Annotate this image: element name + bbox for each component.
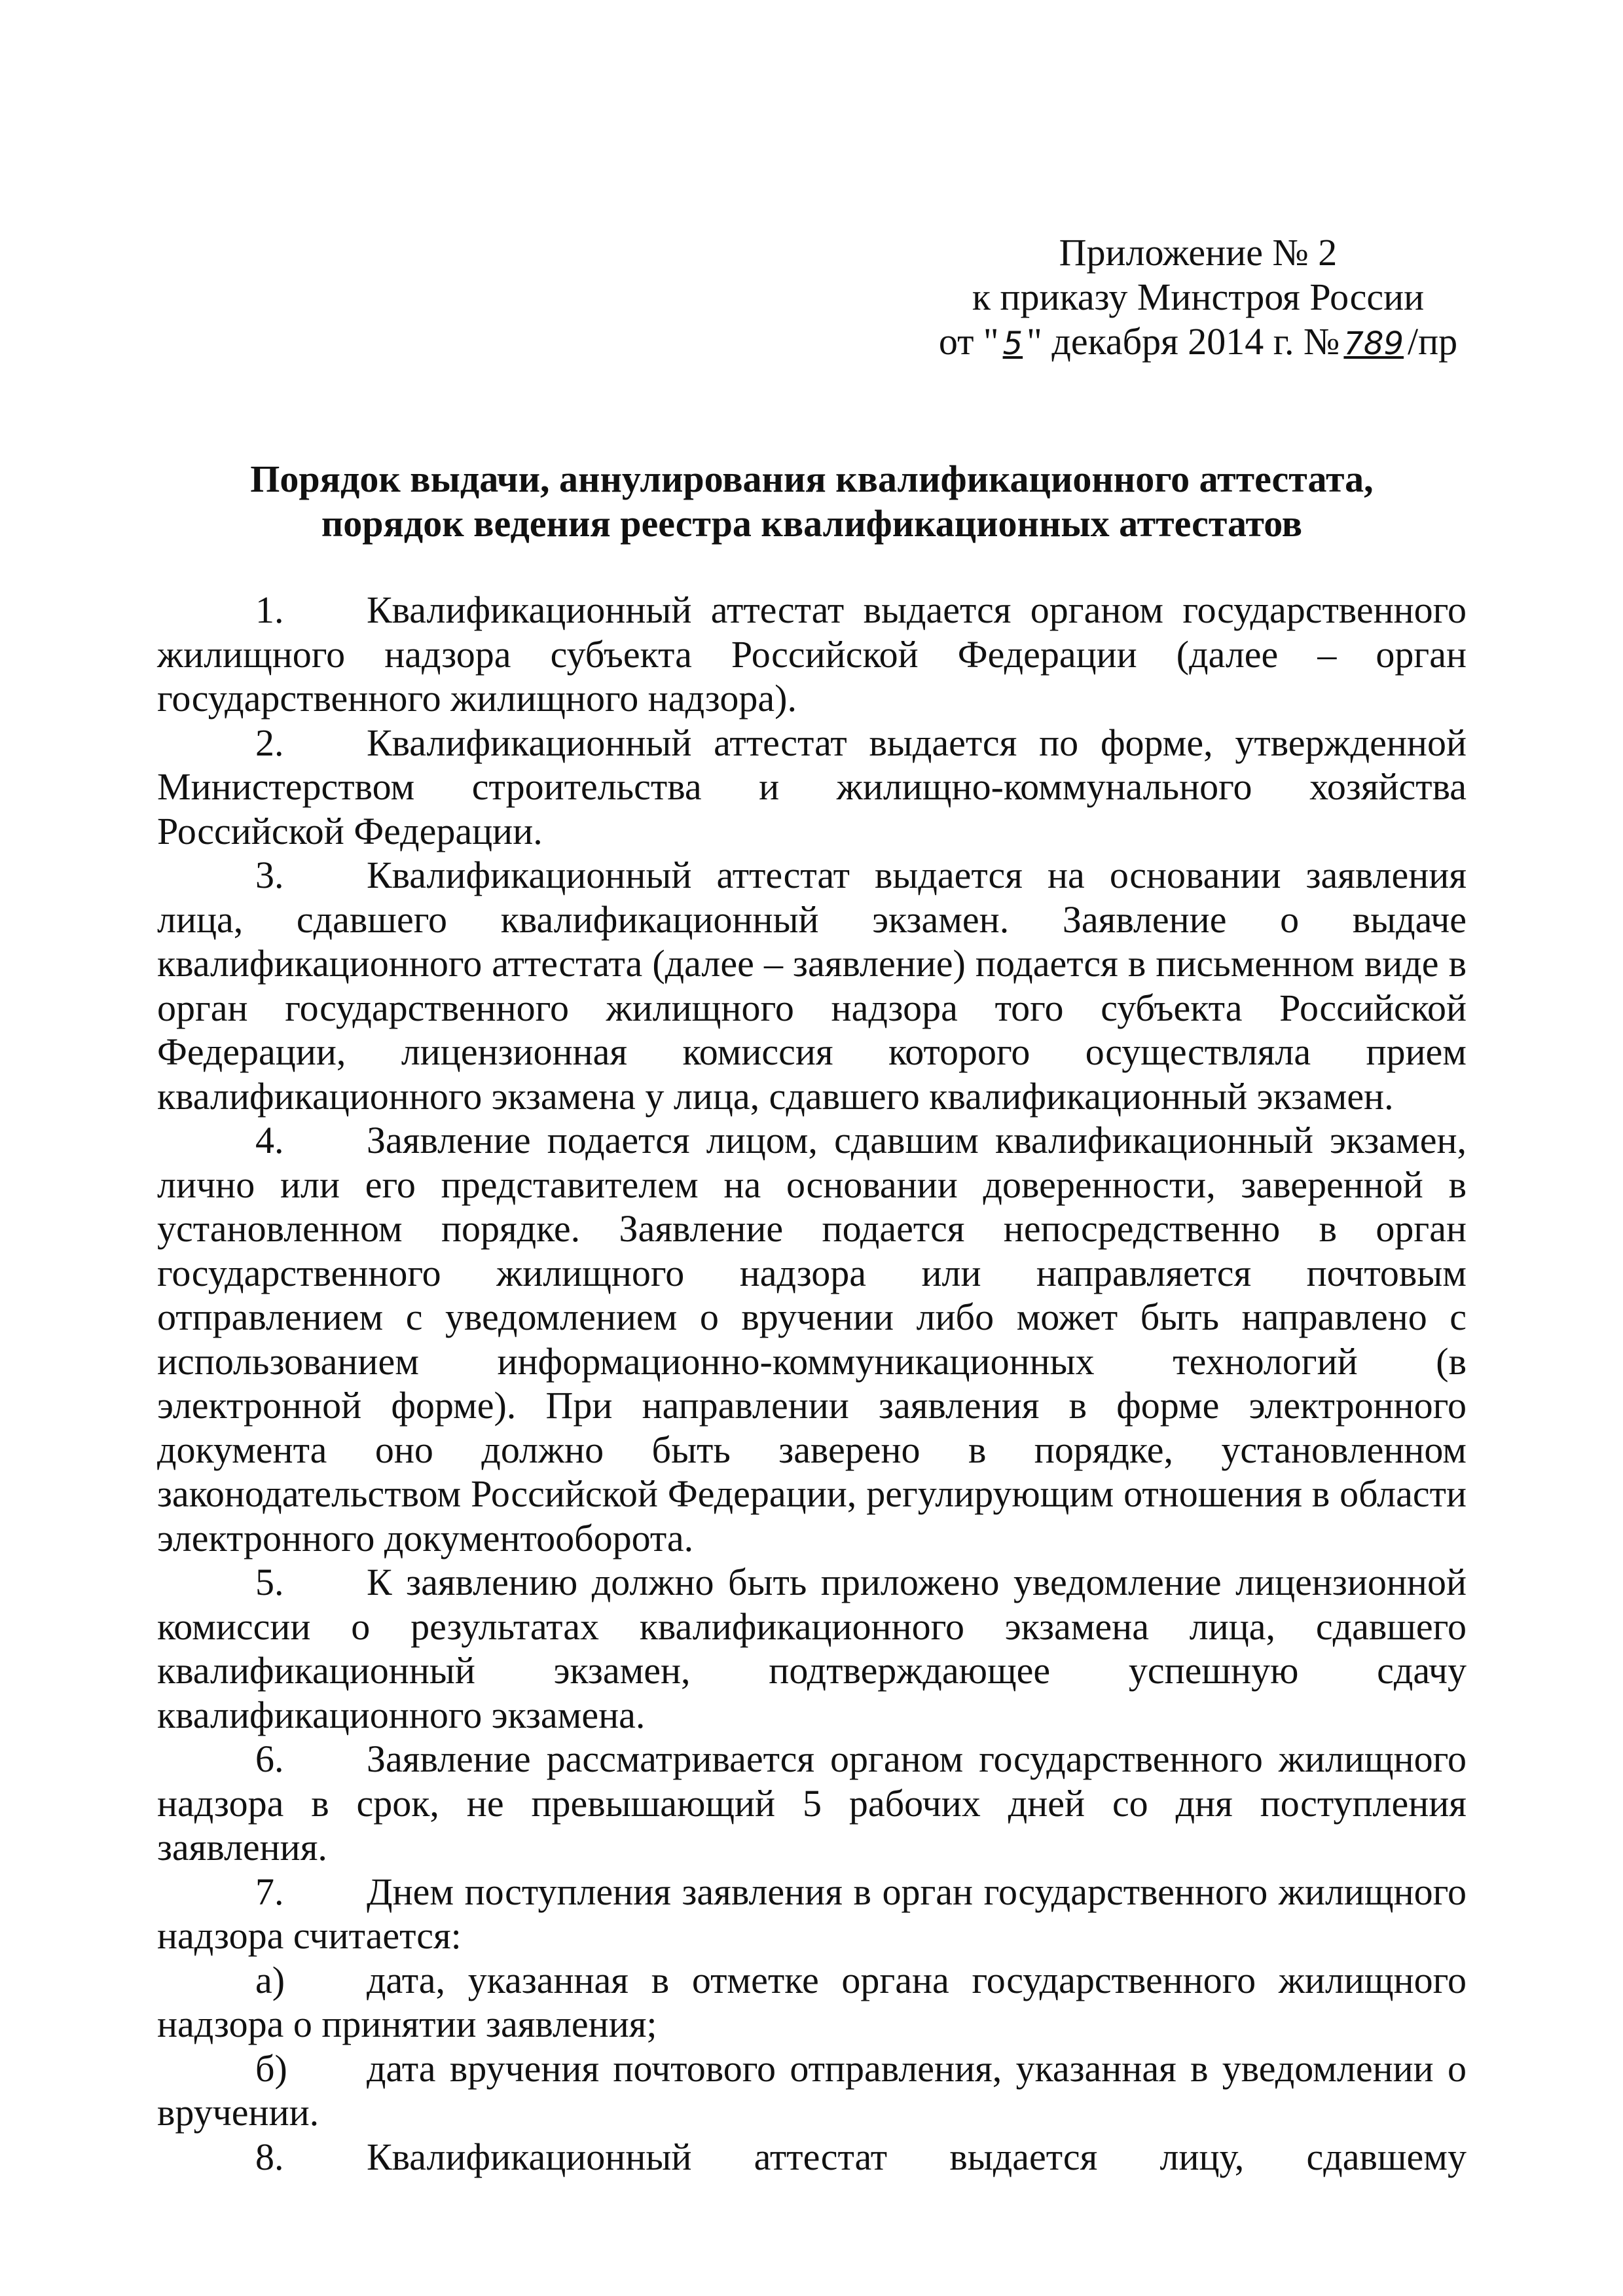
paragraph-7 [157,1870,1467,1958]
order-date-prefix: от " [938,320,999,363]
paragraph-4 [157,1118,1467,1560]
paragraph-text: дата вручения почтового отправления, указанная в уведомлении о вручении. [157,2047,1467,2134]
paragraph-1 [157,588,1467,721]
paragraph-number: 5. [255,1561,284,1603]
paragraph-text: Квалификационный аттестат выдается на основании заявления лица, сдавшего квалификационный экзамен. Заявление о выдаче квалификационного аттестата (далее – заявление) подается в письменном виде в орган государственного жилищного надзора того субъекта Российской Федерации, лицензионная комиссия которого осуществляла прием квалификационного экзамена у лица, сдавшего квалификационный экзамен. [157,854,1467,1118]
paragraph-number: а) [255,1958,285,2001]
subparagraph-a [157,1958,1467,2047]
order-number-suffix: /пр [1408,320,1458,363]
order-date-line [871,319,1525,366]
appendix-number: Приложение № 2 [1059,231,1338,274]
paragraph-text: Заявление рассматривается органом государственного жилищного надзора в срок, не превышающий 5 рабочих дней со дня поступления заявления. [157,1738,1467,1868]
document-body [157,588,1467,2179]
order-day-handwritten: 5 [1002,325,1023,362]
order-date-middle: " декабря 2014 г. № [1027,320,1340,363]
paragraph-number: 8. [255,2135,284,2178]
order-reference: к приказу Минстроя России [972,276,1425,318]
order-number-handwritten: 789 [1343,325,1404,362]
subparagraph-b [157,2047,1467,2135]
paragraph-number: 7. [255,1870,284,1913]
paragraph-text: Квалификационный аттестат выдается лицу, сдавшему [367,2135,1467,2178]
paragraph-text: Днем поступления заявления в орган государственного жилищного надзора считается: [157,1870,1467,1957]
title-line-1: Порядок выдачи, аннулирования квалификационного аттестата, [250,458,1374,500]
paragraph-number: 6. [255,1738,284,1780]
paragraph-6 [157,1737,1467,1870]
paragraph-number: 3. [255,854,284,896]
document-title [157,457,1467,546]
paragraph-text: Квалификационный аттестат выдается по форме, утвержденной Министерством строительства и жилищно-коммунального хозяйства Российской Федерации. [157,721,1467,852]
paragraph-2 [157,721,1467,854]
paragraph-text: Заявление подается лицом, сдавшим квалификационный экзамен, лично или его представителем на основании доверенности, заверенной в установленном порядке. Заявление подается непосредственно в орган государственного жилищного надзора или направляется почтовым отправлением с уведомлением о вручении либо может быть направлено с использованием информационно-коммуникационных технологий (в электронной форме). При направлении заявления в форме электронного документа оно должно быть заверено в порядке, установленном законодательством Российской Федерации, регулирующим отношения в области электронного документооборота. [157,1119,1467,1559]
paragraph-text: дата, указанная в отметке органа государственного жилищного надзора о принятии заявления; [157,1958,1467,2045]
paragraph-5 [157,1560,1467,1737]
paragraph-number: 2. [255,721,284,764]
paragraph-8 [157,2135,1467,2179]
paragraph-number: 4. [255,1119,284,1161]
paragraph-text: Квалификационный аттестат выдается органом государственного жилищного надзора субъекта Российской Федерации (далее – орган государственного жилищного надзора). [157,589,1467,720]
paragraph-3 [157,853,1467,1118]
title-line-2: порядок ведения реестра квалификационных аттестатов [321,502,1303,545]
paragraph-number: 1. [255,589,284,631]
appendix-header [871,230,1525,366]
paragraph-number: б) [255,2047,287,2090]
paragraph-text: К заявлению должно быть приложено уведомление лицензионной комиссии о результатах квалификационного экзамена лица, сдавшего квалификационный экзамен, подтверждающее успешную сдачу квалификационного экзамена. [157,1561,1467,1736]
